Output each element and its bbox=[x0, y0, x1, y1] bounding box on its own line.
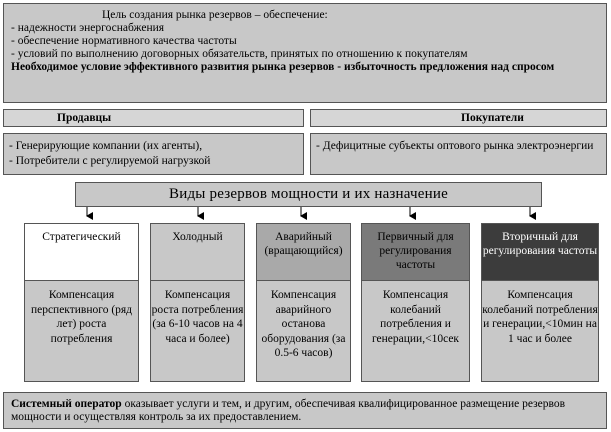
goal-title: Цель создания рынка резервов – обеспечение: bbox=[102, 9, 328, 21]
goal-item: - обеспечение нормативного качества частоты bbox=[11, 35, 237, 47]
system-operator-label: Системный оператор bbox=[11, 398, 122, 410]
system-operator-note bbox=[3, 392, 607, 429]
goal-item: - надежности энергоснабжения bbox=[11, 22, 165, 34]
system-operator-text: оказывает услуги и тем, и другим, обеспечивая квалифицированное размещение резервов мощности и осуществляя контроль за их предоставлением. bbox=[11, 398, 566, 423]
sellers-header bbox=[3, 109, 304, 127]
buyers-item: - Дефицитные субъекты оптового рынка электроэнергии bbox=[316, 140, 594, 152]
sellers-item: - Потребители с регулируемой нагрузкой bbox=[9, 155, 211, 167]
sellers-list bbox=[3, 133, 304, 175]
reserve-purpose-emergency: Компенсация аварийного останова оборудования (за 0.5-6 часов) bbox=[256, 281, 351, 382]
buyers-list bbox=[310, 133, 607, 175]
reserve-purpose-strategic: Компенсация перспективного (ряд лет) роста потребления bbox=[24, 281, 139, 382]
reserve-type-emergency: Аварийный (вращающийся) bbox=[256, 223, 351, 281]
reserve-purpose-secondary: Компенсация колебаний потребления и генерации,<10мин на 1 час и более bbox=[481, 281, 599, 382]
buyers-header-label: Покупатели bbox=[461, 112, 524, 124]
sellers-header-label: Продавцы bbox=[57, 112, 112, 124]
buyers-header bbox=[310, 109, 607, 127]
goal-panel bbox=[3, 3, 607, 103]
reserve-type-primary: Первичный для регулирования частоты bbox=[361, 223, 470, 281]
reserve-type-cold: Холодный bbox=[150, 223, 245, 281]
reserve-purpose-cold: Компенсация роста потребления (за 6-10 часов на 4 часа и более) bbox=[150, 281, 245, 382]
goal-item: - условий по выполнению договорных обязательств, принятых по отношению к покупателям bbox=[11, 48, 468, 60]
reserve-types-banner: Виды резервов мощности и их назначение bbox=[75, 182, 542, 207]
sellers-item: - Генерирующие компании (их агенты), bbox=[9, 140, 203, 152]
goal-condition: Необходимое условие эффективного развития рынка резервов - избыточность предложения над спросом bbox=[11, 61, 555, 73]
reserve-type-secondary: Вторичный для регулирования частоты bbox=[481, 223, 599, 281]
reserve-purpose-primary: Компенсация колебаний потребления и генерации,<10сек bbox=[361, 281, 470, 382]
reserve-type-strategic: Стратегический bbox=[24, 223, 139, 281]
